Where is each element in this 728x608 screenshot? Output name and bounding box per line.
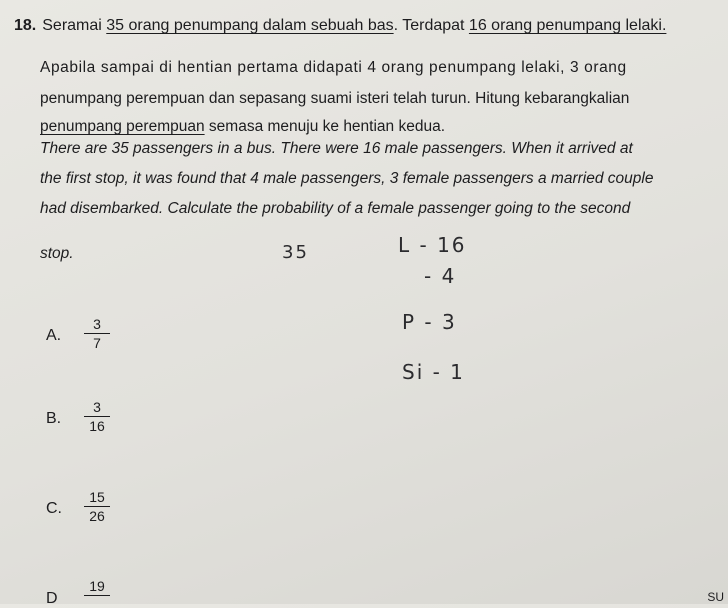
denominator: 16 bbox=[89, 418, 105, 434]
malay-line-4 bbox=[40, 118, 445, 136]
underlined-segment: penumpang perempuan bbox=[40, 118, 205, 135]
malay-line-3: penumpang perempuan dan sepasang suami isteri telah turun. Hitung kebarangkalian bbox=[40, 90, 630, 107]
numerator: 19 bbox=[84, 578, 110, 596]
handwritten-male-minus: - 4 bbox=[424, 264, 457, 288]
corner-text: SU bbox=[707, 590, 724, 604]
handwritten-total: 35 bbox=[282, 242, 309, 263]
malay-line-2: Apabila sampai di hentian pertama didapati 4 orang penumpang lelaki, 3 orang bbox=[40, 59, 627, 76]
handwritten-male: L - 16 bbox=[398, 233, 467, 257]
handwritten-female: P - 3 bbox=[402, 310, 457, 334]
option-b-letter: B. bbox=[46, 410, 62, 427]
option-a-letter: A. bbox=[46, 327, 62, 344]
numerator: 15 bbox=[84, 489, 110, 507]
option-c-fraction bbox=[84, 489, 110, 524]
option-d-fraction bbox=[84, 578, 110, 596]
numerator: 3 bbox=[84, 399, 110, 417]
text-segment: Seramai bbox=[42, 17, 107, 34]
denominator: 26 bbox=[89, 508, 105, 524]
handwritten-couple: Si - 1 bbox=[402, 360, 465, 384]
numerator: 3 bbox=[84, 316, 110, 334]
option-b-fraction bbox=[84, 399, 110, 434]
denominator: 7 bbox=[93, 335, 101, 351]
text-segment: semasa menuju ke hentian kedua. bbox=[204, 118, 446, 135]
question-number: 18. bbox=[14, 17, 37, 34]
english-line-1: There are 35 passengers in a bus. There were 16 male passengers. When it arrived at bbox=[40, 140, 633, 157]
option-d-letter: D bbox=[46, 590, 58, 607]
text-segment: . Terdapat bbox=[393, 17, 469, 34]
underlined-segment: 16 orang penumpang lelaki. bbox=[468, 17, 667, 34]
english-line-3: had disembarked. Calculate the probability of a female passenger going to the second bbox=[40, 200, 631, 217]
underlined-segment: 35 orang penumpang dalam sebuah bas bbox=[106, 17, 394, 34]
option-a-fraction bbox=[84, 316, 110, 351]
option-c-letter: C. bbox=[46, 500, 62, 517]
english-line-4: stop. bbox=[40, 245, 74, 262]
english-line-2: the first stop, it was found that 4 male passengers, 3 female passengers a married couple bbox=[40, 170, 654, 187]
question-line-1 bbox=[14, 17, 666, 35]
